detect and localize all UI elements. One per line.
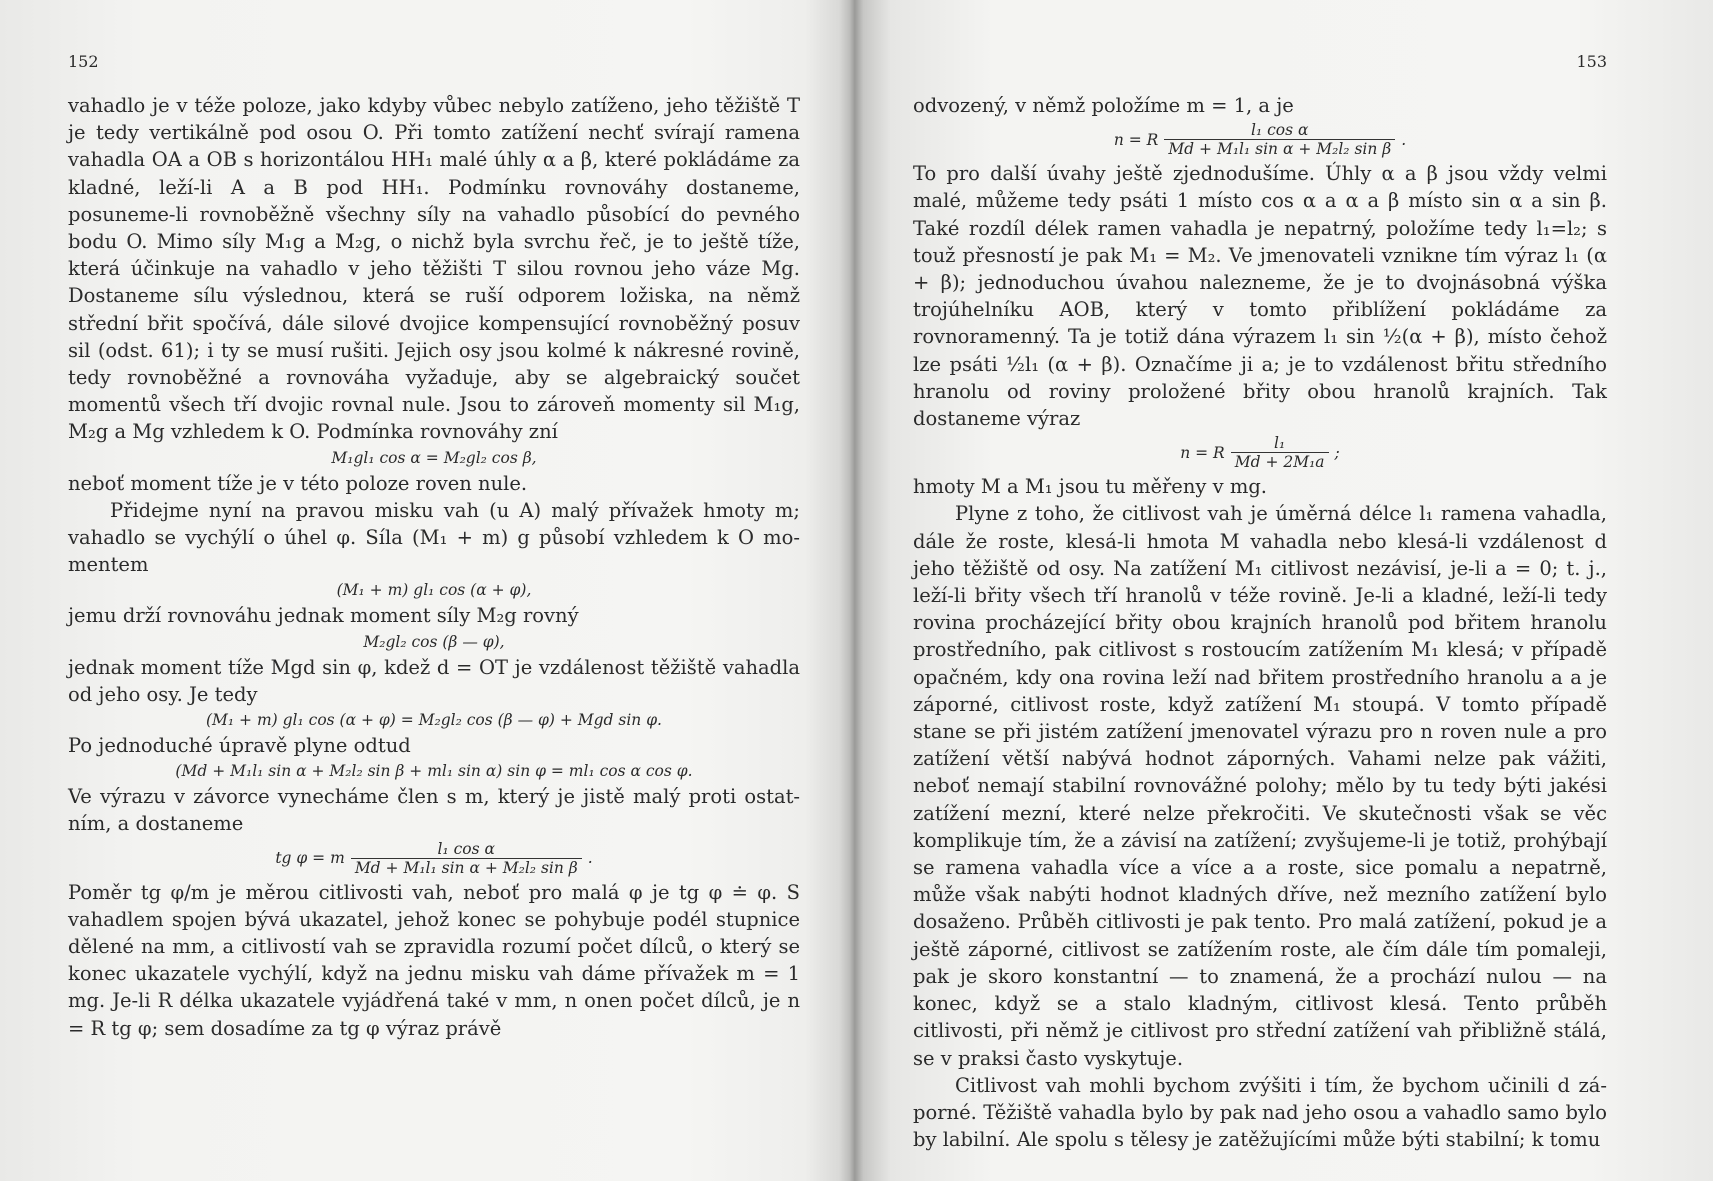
paragraph: Přidejme nyní na pravou misku vah (u A) malý přívažek hmoty m; vahadlo se vychýlí o úhel φ. Síla (M₁ + m) g působí vzhledem k O momentem <box>68 498 800 577</box>
page-text <box>68 92 800 1042</box>
paragraph: Ve výrazu v závorce vynecháme člen s m, který je jistě malý proti ostatním, a dostaneme <box>68 785 800 836</box>
fraction-denominator: Md + 2M₁a <box>1231 452 1329 471</box>
paragraph: hmoty M a M₁ jsou tu měřeny v mg. <box>913 475 1268 499</box>
fraction <box>1231 434 1329 471</box>
equation: M₁gl₁ cos α = M₂gl₂ cos β, <box>331 448 537 467</box>
paragraph: jednak moment tíže Mgd sin φ, kdež d = OT je vzdálenost těžiště vahadla od jeho osy. Je tedy <box>68 655 800 706</box>
equation <box>913 432 1607 473</box>
equation: (Md + M₁l₁ sin α + M₂l₂ sin β + ml₁ sin α) sin φ = ml₁ cos α cos φ. <box>175 762 693 781</box>
page-number: 152 <box>68 52 99 71</box>
paragraph: Plyne z toho, že citlivost vah je úměrná délce l₁ ramena vahadla, dále že roste, klesá-li hmota M vahadla nebo klesá-li vzdálenost d jeho těžiště od osy. Na zatížení M₁ citlivost nezávisí, je-li a = 0; t. j., leží-li břity všech tří hranolů v téže rovině. Je-li a kladné, leží-li tedy rovina procházející břity obou krajních hranolů pod břitem hranolu prostředního, pak citlivost s rostoucím zatížením M₁ klesá; v případě opačném, kdy ona rovina leží nad břitem prostředního hranolu a a je záporné, citlivost roste, když zatížení M₁ stoupá. V tomto případě stane se při jistém zatížení jmenovatel výrazu pro n roven nule a pro zatížení větší nabývá hodnot záporných. Vahami nelze pak vážiti, neboť nemají stabilní rovnovážné polohy; mělo by tu tedy býti jakési zatížení mezní, které nelze překročiti. Ve skutečnosti však se věc komplikuje tím, že a závisí na zatížení; zvyšujeme-li je totiž, prohýbají se ramena vahadla více a více a a roste, sice pomalu a nepatrně, může však nabýti hodnot kladných dříve, než mezního zatížení bylo dosaženo. Průběh citlivosti je pak tento. Pro malá zatížení, pokud je a ještě záporné, citlivost se zatížením roste, ale čím dále tím pomaleji, pak je skoro konstantní — to znamená, že a prochází nulou — na konec, když se a stalo kladným, citlivost klesá. Tento průběh citlivosti, při němž je citlivost pro střední zatížení vah přibližně stálá, se v praksi často vyskytuje. <box>913 502 1607 1070</box>
equation-punctuation: . <box>1401 130 1407 149</box>
page-number: 153 <box>1576 52 1607 71</box>
equation: (M₁ + m) gl₁ cos (α + φ), <box>336 581 532 600</box>
fraction-numerator: l₁ cos α <box>1251 121 1309 140</box>
paragraph: vahadlo je v téže poloze, jako kdyby vůbec nebylo zatíženo, jeho těžiště T je tedy vertikálně pod osou O. Při tomto zatížení nechť svírají ramena vahadla OA a OB s horizontálou HH₁ malé úhly α a β, které pokládáme za kladné, leží-li A a B pod HH₁. Podmínku rovnováhy dostaneme, posuneme-li rovnoběžně všechny síly na vahadlo působící do pevného bodu O. Mimo síly M₁g a M₂g, o nichž byla svrchu řeč, je to ještě tíže, která účinkuje na vahadlo v jeho těžišti T silou rovnou jeho váze Mg. Dostaneme sílu výslednou, která se ruší odporem ložiska, na němž střední břit spočívá, dále silové dvojice kompensující rovnoběžný posuv sil (odst. 61); i ty se musí rušiti. Jejich osy jsou kolmé k nákresné rovině, tedy rovnoběžné a rovnováha vyžaduje, aby se algebraický součet momentů všech tří dvojic rovnal nule. Jsou to zároveň momenty sil M₁g, M₂g a Mg vzhledem k O. Podmínka rovnováhy zní <box>68 94 800 444</box>
paragraph: neboť moment tíže je v této poloze roven nule. <box>68 471 528 495</box>
fraction-denominator: Md + M₁l₁ sin α + M₂l₂ sin β <box>1164 139 1395 158</box>
equation <box>913 119 1607 160</box>
left-page <box>0 0 840 1181</box>
paragraph: Po jednoduché úpravě plyne odtud <box>68 734 411 758</box>
page-text <box>913 92 1607 1153</box>
fraction-denominator: Md + M₁l₁ sin α + M₂l₂ sin β <box>351 858 582 877</box>
right-page <box>873 0 1713 1181</box>
paragraph: Citlivost vah mohli bychom zvýšiti i tím, že bychom učinili d záporné. Těžiště vahadla bylo by pak nad jeho osou a vahadlo samo bylo by labilní. Ale spolu s tělesy je zatěžujícími může býti stabilní; k tomu <box>913 1073 1607 1152</box>
equation-lhs: tg φ = m <box>275 849 345 868</box>
equation-punctuation: ; <box>1334 443 1340 462</box>
fraction-numerator: l₁ <box>1274 434 1286 453</box>
fraction <box>1164 121 1395 158</box>
paragraph: jemu drží rovnováhu jednak moment síly M₂g rovný <box>68 604 579 628</box>
equation-lhs: n = R <box>1113 130 1159 149</box>
equation: M₂gl₂ cos (β — φ), <box>363 632 505 651</box>
equation-punctuation: . <box>587 849 593 868</box>
equation <box>68 838 800 879</box>
fraction <box>351 840 582 877</box>
fraction-numerator: l₁ cos α <box>437 839 495 858</box>
paragraph: Poměr tg φ/m je měrou citlivosti vah, neboť pro malá φ je tg φ ≐ φ. S vahadlem spojen bývá ukazatel, jehož konec se pohybuje podél stupnice dělené na mm, a citlivostí vah se zpravidla rozumí počet dílců, o který se konec ukazatele vychýlí, když na jednu misku vah dáme přívažek m = 1 mg. Je-li R délka ukazatele vyjádřená také v mm, n onen počet dílců, je n = R tg φ; sem dosadíme za tg φ výraz právě <box>68 880 800 1040</box>
equation-lhs: n = R <box>1180 443 1225 462</box>
paragraph: odvozený, v němž položíme m = 1, a je <box>913 94 1294 117</box>
equation: (M₁ + m) gl₁ cos (α + φ) = M₂gl₂ cos (β — φ) + Mgd sin φ. <box>205 711 662 730</box>
paragraph: To pro další úvahy ještě zjednodušíme. Úhly α a β jsou vždy velmi malé, můžeme tedy psáti 1 místo cos α a α a β místo sin α a sin β. Také rozdíl délek ramen vahadla je nepatrný, položíme tedy l₁=l₂; s touž přesností je pak M₁ = M₂. Ve jmenovateli vznikne tím výraz l₁ (α + β); jednoduchou úvahou nalezneme, že je to dvojnásobná výška trojúhelníku AOB, který v tomto přiblížení pokládáme za rovnoramenný. Ta je totiž dána výrazem l₁ sin ½(α + β), místo čehož lze psáti ½l₁ (α + β). Označíme ji a; je to vzdálenost břitu středního hranolu od roviny proložené břity obou hranolů krajních. Tak dostaneme výraz <box>913 162 1607 431</box>
